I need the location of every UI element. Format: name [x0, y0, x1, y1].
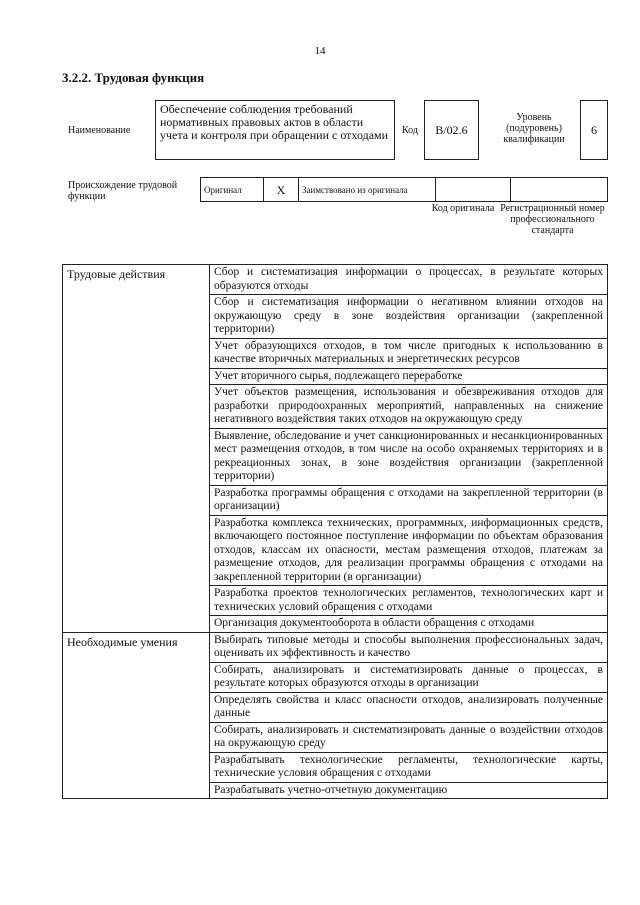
code-label: Код: [402, 125, 418, 136]
reg-number-caption: Регистрационный номер профессионального стандарта: [500, 203, 605, 236]
name-label: Наименование: [68, 125, 131, 136]
origin-table: [200, 177, 608, 202]
level-value: 6: [580, 100, 608, 160]
section-item: Разработка проектов технологических регламентов, технологических карт и технических условий обращения с отходами: [210, 586, 608, 616]
section-item: Учет вторичного сырья, подлежащего переработке: [210, 368, 608, 385]
section-item: Сбор и систематизация информации о негативном влиянии отходов на окружающую среду в зоне воздействия организации (закрепленной территории): [210, 295, 608, 339]
section-item: Собирать, анализировать и систематизировать данные о воздействии отходов на окружающую среду: [210, 722, 608, 752]
section-item: Разрабатывать технологические регламенты, технологические карты, технические условия обращения с отходами: [210, 752, 608, 782]
section-label: Необходимые умения: [63, 632, 210, 799]
section-item: Учет образующихся отходов, в том числе пригодных к использованию в качестве вторичных материальных и энергетических ресурсов: [210, 338, 608, 368]
section-item: Сбор и систематизация информации о процессах, в результате которых образуются отходы: [210, 265, 608, 295]
section-title: 3.2.2. Трудовая функция: [62, 70, 205, 85]
level-label: Уровень (подуровень) квалификации: [503, 112, 565, 145]
section-item: Разрабатывать учетно-отчетную документацию: [210, 782, 608, 799]
code-original-caption: Код оригинала: [431, 203, 495, 214]
name-value: Обеспечение соблюдения требований нормативных правовых актов в области учета и контроля при обращении с отходами: [155, 100, 395, 160]
section-item: Учет объектов размещения, использования и обезвреживания отходов для разработки природоохранных мероприятий, направленных на снижение негативного воздействия таких отходов на окружающую среду: [210, 385, 608, 429]
section-item: Определять свойства и класс опасности отходов, анализировать полученные данные: [210, 692, 608, 722]
section-item: Выбирать типовые методы и способы выполнения профессиональных задач, оценивать их эффективность и качество: [210, 632, 608, 662]
reg-number-cell: [511, 178, 608, 202]
original-mark: X: [264, 178, 299, 202]
code-original-cell: [436, 178, 511, 202]
section-item: Выявление, обследование и учет санкционированных и несанкционированных мест размещения отходов, в том числе на особо охраняемых территориях и в рекреационных зонах, в зоне воздействия организации (закрепленной территории): [210, 428, 608, 485]
section-item: Собирать, анализировать и систематизировать данные о процессах, в результате которых образуются отходы в организации: [210, 662, 608, 692]
table-row: [63, 265, 608, 295]
borrowed-label: Заимствовано из оригинала: [299, 178, 436, 202]
functions-table: [62, 264, 608, 799]
page-number: 14: [314, 45, 326, 57]
section-item: Разработка комплекса технических, программных, информационных средств, включающего постоянное поступление информации по объектам образования отходов, классам их опасности, местам размещения отходов, платежам за размещение отходов, для реализации программы обращения с отходами на закрепленной территории (в организации): [210, 515, 608, 586]
code-value: B/02.6: [424, 100, 479, 160]
table-row: [63, 632, 608, 662]
origin-label: Происхождение трудовой функции: [68, 180, 178, 202]
section-item: Разработка программы обращения с отходами на закрепленной территории (в организации): [210, 485, 608, 515]
original-label: Оригинал: [201, 178, 264, 202]
section-item: Организация документооборота в области обращения с отходами: [210, 616, 608, 633]
section-label: Трудовые действия: [63, 265, 210, 633]
